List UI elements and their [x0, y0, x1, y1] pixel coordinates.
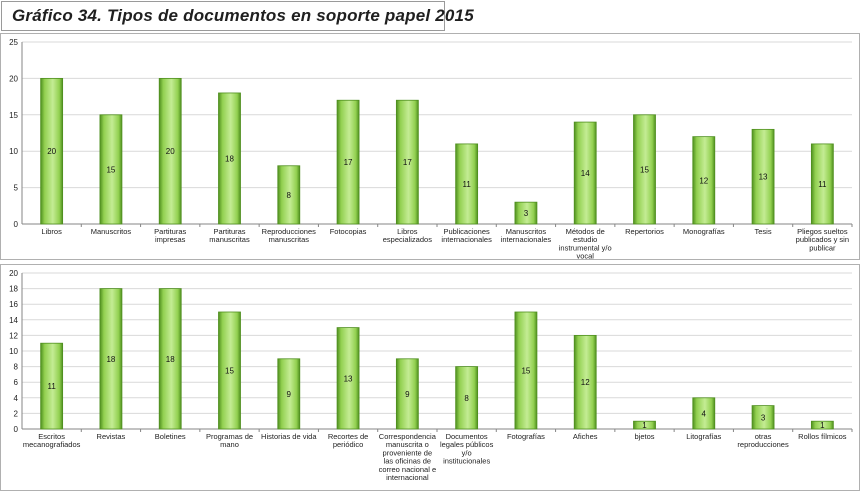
bar-value-label: 17	[343, 158, 353, 168]
bar-value-label: 3	[760, 413, 766, 423]
y-tick-label: 8	[13, 362, 18, 372]
bar-value-label: 15	[640, 165, 649, 175]
y-tick-label: 16	[9, 300, 18, 310]
chart-title: Gráfico 34. Tipos de documentos en soporte papel 2015	[12, 6, 474, 25]
x-category-label: Recortes de periódico	[327, 432, 369, 450]
x-category-label: otras reproducciones	[737, 432, 789, 450]
bar-value-label: 13	[343, 374, 353, 384]
x-category-label: Correspondencia manuscrita o proveniente de las oficinas de correo nacional e internacional	[378, 432, 437, 482]
bar-value-label: 11	[818, 179, 827, 189]
bar-value-label: 14	[580, 169, 590, 179]
x-category-label: Repertorios	[625, 227, 664, 236]
x-category-label: Métodos de estudio instrumental y/o vocal	[558, 227, 612, 261]
chart-title-box	[1, 1, 474, 31]
bar-chart-bottom	[1, 265, 860, 492]
x-category-label: Escritos mecanografiados	[22, 432, 81, 450]
y-tick-label: 15	[9, 110, 18, 120]
x-category-label: Fotografías	[506, 432, 545, 441]
x-category-label: Historias de vida	[261, 432, 317, 441]
bar-value-label: 17	[402, 158, 412, 168]
y-tick-label: 0	[13, 220, 18, 229]
x-category-label: Tesis	[754, 227, 772, 236]
x-category-label: bjetos	[634, 432, 655, 441]
x-category-label: Partituras manuscritas	[209, 227, 250, 245]
bar-value-label: 11	[47, 382, 56, 392]
y-tick-label: 14	[9, 315, 18, 325]
x-category-label: Afiches	[572, 432, 598, 441]
bar-value-label: 13	[758, 172, 768, 182]
y-tick-label: 4	[13, 393, 18, 403]
x-category-label: Monografías	[682, 227, 725, 236]
bar-value-label: 18	[165, 354, 175, 364]
bar-value-label: 20	[47, 147, 57, 157]
x-category-label: Libros	[41, 227, 62, 236]
x-category-label: Litografías	[686, 432, 722, 441]
y-tick-label: 10	[9, 147, 18, 157]
y-tick-label: 20	[9, 74, 18, 84]
y-tick-label: 5	[13, 183, 18, 193]
bar-value-label: 20	[165, 147, 175, 157]
bar-value-label: 1	[642, 421, 647, 431]
x-category-label: Programas de mano	[205, 432, 254, 450]
x-category-label: Rollos fílmicos	[798, 432, 847, 441]
chart-panel-bottom	[0, 264, 860, 491]
bar-value-label: 9	[405, 389, 410, 399]
y-tick-label: 20	[9, 269, 18, 278]
y-tick-label: 12	[9, 331, 18, 341]
x-category-label: Reproducciones manuscritas	[261, 227, 316, 245]
bar-value-label: 4	[701, 409, 707, 419]
y-tick-label: 6	[13, 378, 18, 388]
x-category-label: Boletines	[154, 432, 186, 441]
bar-value-label: 3	[523, 209, 529, 219]
y-tick-label: 0	[13, 425, 18, 434]
x-category-label: Documentos legales públicos y/o institucionales	[439, 432, 494, 466]
bar-value-label: 8	[286, 190, 292, 200]
bar-value-label: 8	[464, 393, 469, 403]
bar-value-label: 11	[462, 179, 471, 189]
chart-panel-top	[0, 33, 860, 260]
y-tick-label: 10	[9, 347, 18, 356]
bar-value-label: 18	[106, 354, 116, 364]
x-category-label: Pliegos sueltos publicados y sin publicar	[795, 227, 850, 253]
y-tick-label: 18	[9, 284, 18, 294]
x-category-label: Revistas	[96, 432, 126, 441]
x-category-label: Fotocopias	[329, 227, 367, 236]
x-category-label: Manuscritos	[90, 227, 132, 236]
x-category-label: Libros especializados	[382, 227, 432, 245]
bar-chart-top	[1, 34, 860, 261]
x-category-label: Manuscritos internacionales	[500, 227, 552, 245]
x-category-label: Publicaciones internacionales	[441, 227, 492, 245]
bar-value-label: 12	[699, 176, 709, 186]
bar-value-label: 18	[225, 154, 234, 164]
x-category-label: Partituras impresas	[154, 227, 187, 245]
bar-value-label: 12	[580, 378, 590, 388]
bar-value-label: 1	[820, 421, 825, 431]
bar-value-label: 15	[106, 165, 116, 175]
y-tick-label: 2	[13, 409, 18, 419]
bar-value-label: 15	[521, 366, 531, 376]
bar-value-label: 15	[225, 366, 234, 376]
y-tick-label: 25	[9, 38, 18, 47]
bar-value-label: 9	[286, 389, 292, 399]
